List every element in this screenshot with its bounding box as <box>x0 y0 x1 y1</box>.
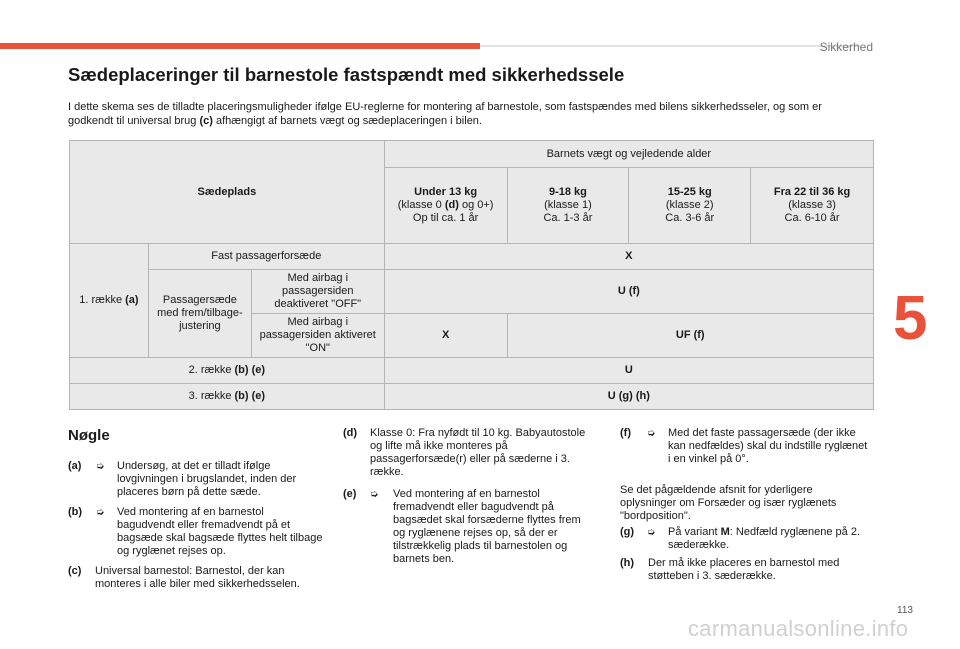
section-title: Sikkerhed <box>819 40 873 54</box>
arrow-icon: ➭ <box>647 428 656 439</box>
arrow-icon: ➭ <box>96 461 105 472</box>
row3-value: U (g) (h) <box>384 384 873 410</box>
legend-item-h: (h) Der må ikke placeres en barnestol med støtteben i 3. sæderække. <box>620 557 840 582</box>
legend-item-d: (d) Klasse 0: Fra nyfødt til 10 kg. Babyautostole og lifte må ikke monteres på passagerforsæde(r) eller på sæderne i 3. række. <box>343 427 586 478</box>
fixed-seat-label: Fast passagerforsæde <box>148 244 384 270</box>
page-number: 113 <box>897 605 913 616</box>
col-header: Under 13 kg (klasse 0 (d) og 0+) Op til ca. 1 år <box>384 168 507 244</box>
col-header: Fra 22 til 36 kg (klasse 3) Ca. 6-10 år <box>751 168 874 244</box>
legend-item-f: (f) ➭ Med det faste passagersæde (der ikke kan nedfældes) skal du indstille ryglænet i en vinkel på 0°. <box>620 427 868 465</box>
group-header: Barnets vægt og vejledende alder <box>384 141 873 168</box>
arrow-icon: ➭ <box>96 507 105 518</box>
page-title: Sædeplaceringer til barnestole fastspændt med sikkerhedssele <box>68 64 625 85</box>
legend-item-b: (b) ➭ Ved montering af en barnestol bagudvendt eller fremadvendt på et bagsæde skal bagsæde flyttes helt tilbage og ryglænet rejses op. <box>68 506 323 557</box>
airbag-on-label: Med airbag i passagersiden aktiveret "ON" <box>251 314 384 358</box>
legend-heading: Nøgle <box>68 427 110 444</box>
legend-item-g: (g) ➭ På variant M: Nedfæld ryglænene på 2. sæderække. <box>620 526 861 551</box>
legend-item-e: (e) ➭ Ved montering af en barnestol fremadvendt eller bagudvendt på bagsædet skal forsæderne flyttes frem og ryglænene rejses op, så der er tilstrækkelig plads til barnestolen og barnets ben. <box>343 488 581 565</box>
child-seat-table <box>69 140 874 410</box>
arrow-icon: ➭ <box>370 489 379 500</box>
col-header: 9-18 kg (klasse 1) Ca. 1-3 år <box>507 168 629 244</box>
airbag-off-label: Med airbag i passagersiden deaktiveret "OFF" <box>251 270 384 314</box>
adjustable-seat-label: Passagersæde med frem/tilbage-justering <box>148 270 251 358</box>
watermark: carmanualsonline.info <box>688 616 909 641</box>
legend-note-f: Se det pågældende afsnit for yderligere oplysninger om Forsæder og især ryglænets "bordposition". <box>620 484 837 522</box>
chapter-number: 5 <box>893 284 928 353</box>
intro-paragraph: I dette skema ses de tilladte placeringsmuligheder ifølge EU-reglerne for montering af barnestole, som fastspændes med bilens sikkerhedsseler, og som er godkendt til universal brug (c) afhængigt af barnets vægt og sædeplaceringen i bilen. <box>68 101 822 127</box>
legend-item-a: (a) ➭ Undersøg, at det er tilladt ifølge lovgivningen i brugslandet, inden der placeres børn på dette sæde. <box>68 460 297 498</box>
seat-header: Sædeplads <box>70 141 385 244</box>
header-rule <box>480 45 860 47</box>
row1-label: 1. række (a) <box>70 244 149 358</box>
airbag-off-value: U (f) <box>384 270 873 314</box>
airbag-on-value: UF (f) <box>507 314 873 358</box>
airbag-on-value: X <box>384 314 507 358</box>
header-accent-bar <box>0 43 480 49</box>
row2-value: U <box>384 358 873 384</box>
row3-label: 3. række (b) (e) <box>70 384 385 410</box>
arrow-icon: ➭ <box>647 527 656 538</box>
col-header: 15-25 kg (klasse 2) Ca. 3-6 år <box>629 168 751 244</box>
fixed-seat-value: X <box>384 244 873 270</box>
row2-label: 2. række (b) (e) <box>70 358 385 384</box>
legend-item-c: (c) Universal barnestol: Barnestol, der kan monteres i alle biler med sikkerhedsselen. <box>68 565 300 590</box>
